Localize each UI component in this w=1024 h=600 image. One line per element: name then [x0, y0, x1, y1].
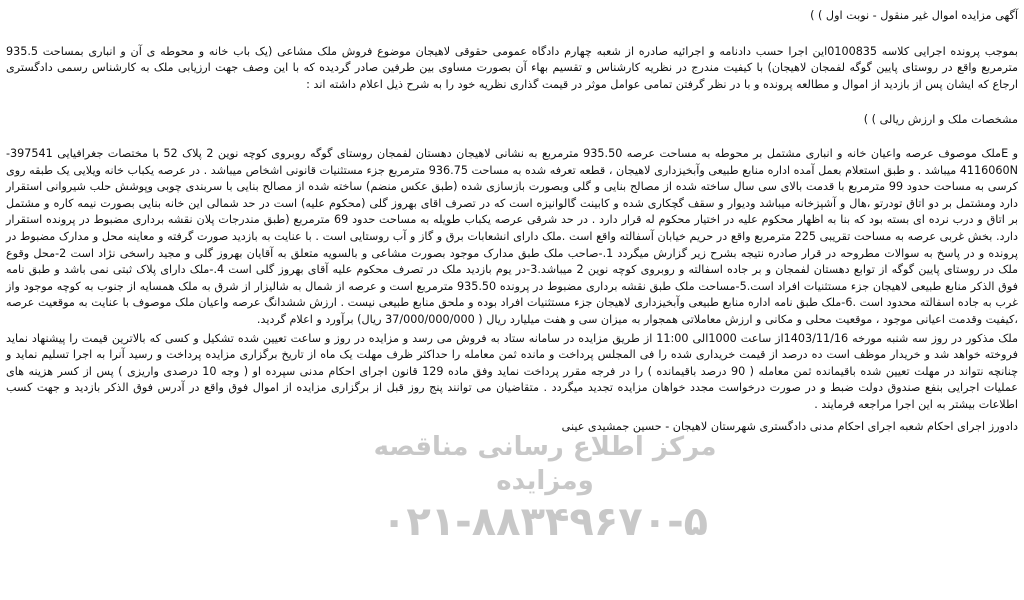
notice-title: آگهی مزایده اموال غیر منقول - نوبت اول ) ) [810, 9, 1018, 22]
notice-document [6, 8, 1018, 436]
watermark-phone: ۰۲۱-۸۸۳۴۹۶۷۰-۵ [381, 499, 709, 545]
watermark [330, 430, 760, 546]
notice-intro-paragraph: بموجب پرونده اجرایی کلاسه 0100835این اجرا حسب دادنامه و اجرائیه صادره از شعبه چهارم دادگاه عمومی حقوقی لاهیجان موضوع فروش ملک مشاعی (یک باب خانه و محوطه ی آن و انباری بمساحت 935.5 مترمربع واقع در روستای پایین گوگه لفمجان لاهیجان) با کیفیت مندرج در نظریه کارشناس و تقسیم بهاء آن بصورت مساوی بین طرفین صادر گردیده که با این وصف جهت ارزیابی ملک به کارشناس رسمی دادگستری ارجاع که ایشان پس از بازدید از اموال و مطالعه پرونده و با در نظر گرفتن تمامی عوامل موثر در قیمت گذاری نظریه خود را به شرح ذیل اعلام داشته اند : [6, 44, 1018, 91]
section-heading: مشخصات ملک و ارزش ریالی ) ) [863, 113, 1018, 127]
watermark-title: مرکز اطلاع رسانی مناقصه ومزایده [373, 432, 717, 496]
property-description-paragraph: و Eملک موصوف عرصه واعیان خانه و انباری مشتمل بر محوطه به مساحت عرصه 935.50 مترمربع به نشانی لاهیجان دهستان لفمجان روستای گوگه روبروی کوچه نوین 2 پلاک 52 با مختصات جغرافیایی 397541- 4116060N میباشد . و طبق استعلام بعمل آمده اداره منابع طبیعی وآبخیزداری لاهیجان ، قطعه تعرفه شده به مساحت 936.75 مترمربع جزء مستثنیات قانونی اشخاص میباشد . در عرصه یکباب خانه ویلایی یک طبقه روی کرسی به مساحت حدود 99 مترمربع با قدمت بالای سی سال ساخته شده از مصالح بنایی و گلی وبصورت بازسازی شده (طبق عکس منضم) ساخته شده از مصالح بنایی با سربندی چوبی وپوشش حلب شیروانی استقرار دارد ومشتمل بر دو اتاق تودرتو ،هال و آشپزخانه میباشد ودیوار و سقف گچکاری شده و کابینت گالوانیزه است که در تصرف اقای بهروز گلی (محکوم علیه) است در حد شمالی این خانه بنایی بصورت نیمه کاره و مشتمل بر اتاق و درب نرده ای بسته بود که بنا به اظهار محکوم علیه در اختیار محکوم له قرار دارد . در حد شرقی عرصه یکباب طویله به مساحت حدود 69 مترمربع (طبق مندرجات پلان نقشه برداری مضبوط در پرونده استقرار دارد. بخش غربی عرصه به مساحت تقریبی 225 مترمربع واقع در حریم خیابان آسفالته واقع است .ملک دارای انشعابات برق و گاز و آب روستایی است . با عنایت به بازدید صورت گرفته و معاینه محل و مدارک مضبوط در پرونده و در پاسخ به سوالات مطروحه در قرار صادره نتیجه بشرح زیر گزارش میگردد 1.-صاحب ملک طبق مدارک موجود بصورت مشاعی و بالسویه متعلق به آقایان بهروز گلی و مجید راسخی نژاد است 2-محل وقوع ملک در روستای پایین گوگه از توابع دهستان لفمجان و بر جاده اسفالته و روبروی کوچه نوین 2 میباشد.3-در یوم بازدید ملک در تصرف محکوم علیه آقای بهروز گلی است 4.-ملک دارای پلاک ثبتی نمی باشد و طبق نامه فوق الذکر منابع طبیعی لاهیجان جزء مستثنیات افراد است.5-مساحت ملک طبق نقشه برداری مضبوط در پرونده 935.50 مترمربع است و عرصه از شمال به شالیزار از شرق به ملک همسایه از جنوب به کوچه موجود واز غرب به جاده اسفالته محدود است .6-ملک طبق نامه اداره منابع طبیعی وآبخیزداری لاهیجان جزء مستثنیات افراد بوده و ملحق منابع طبیعی نیست . ارزش ششدانگ عرصه واعیان ملک موصوف با عنایت به موقعیت عرصه ،کیفیت وقدمت اعیانی موجود ، موقعیت محلی و مکانی و ارزش معاملاتی همجوار به میزان سی و هفت میلیارد ریال ( 37/000/000/000 ریال) برآورد و اعلام گردید. [6, 146, 1019, 326]
signature-line: دادورز اجرای احکام شعبه اجرای احکام مدنی دادگستری شهرستان لاهیجان - حسین جمشیدی عینی [561, 420, 1018, 434]
auction-terms-paragraph: ملک مذکور در روز سه شنبه مورخه 1403/11/16از ساعت 1000الی 11:00 از طریق مزایده در سامانه ستاد به فروش می رسد و مزایده در روز و ساعت تعیین شده تشکیل و کسی که بالاترین قیمت را پیشنهاد نماید فروخته خواهد شد و خریدار موظف است ده درصد از قیمت خریداری شده را فی المجلس پرداخت و مانده ثمن معامله را حداکثر ظرف مهلت یک ماه از تاریخ برگزاری مزایده پرداخت و رسید آنرا به اجرا تسلیم نماید و چنانچه نتواند در مهلت تعیین شده باقیمانده ثمن معامله ( 90 درصد باقیمانده ) را در فرجه مقرر پرداخت نماید وفق ماده 129 قانون اجرای احکام مدنی سپرده او ( وجه 10 درصدی واریزی ) پس از کسر هزینه های عملیات اجرایی بنفع صندوق دولت ضبط و در صورت درخواست مجدد خواهان مزایده تجدید میگردد . متقاضیان می توانند پنج روز قبل از برگزاری مزایده از اموال فوق واقع در آدرس فوق الذکر بازدید و جهت کسب اطلاعات بیشتر به این اجرا مراجعه فرمایند . [6, 331, 1019, 411]
